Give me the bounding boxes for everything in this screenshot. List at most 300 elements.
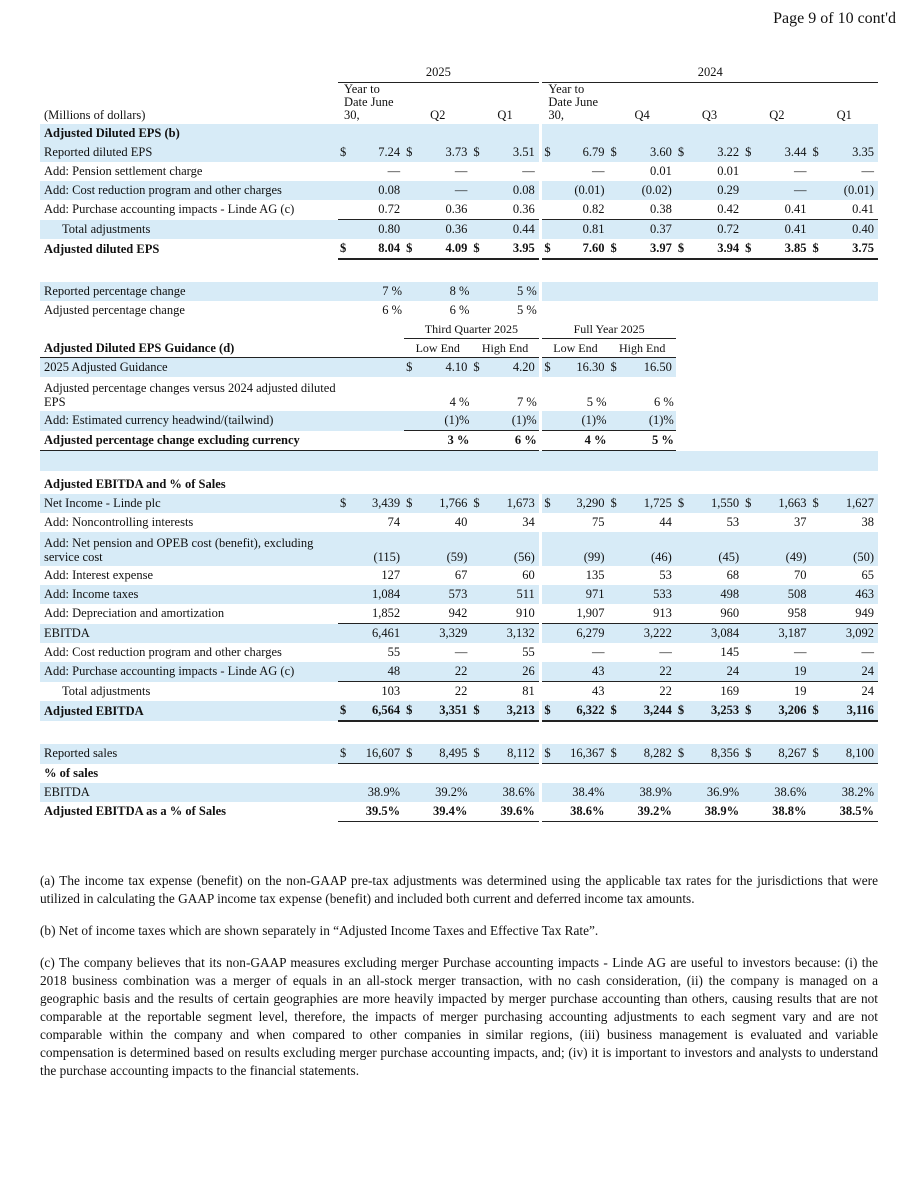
value-cell: 3,439 xyxy=(353,494,404,513)
value-cell: (45) xyxy=(690,532,744,566)
value-cell: 498 xyxy=(690,585,744,604)
dollar-cell xyxy=(676,682,690,702)
footnote-c: (c) The company believes that its non-GAAP measures excluding merger Purchase accounting impacts - Linde AG are useful to investors because: (i) the 2018 business combination was a merger of equals in an all-stock merger transaction, with no cash consideration, (ii) the company is managed on a geographic basis and the results of certain geographies are more heavily impacted by merger purchase accounting than others, causing results that are not comparable at the reportable segment level, therefore, the impacts of merger purchasing accounting adjustments to each segment vary and are not comparable within the company and when compared to other companies in similar regions, (iii) business management is evaluated and variable compensation is determined based on results excluding merger purchase accounting impacts, and; (iv) it is important to investors and analysts to understand the purchase accounting impacts to the financial statements. xyxy=(40,955,878,1078)
column-header: Year to Date June 30, xyxy=(548,82,599,122)
blank-cell xyxy=(676,431,878,451)
year-2024-label: 2024 xyxy=(542,62,878,83)
row-label: Add: Cost reduction program and other charges xyxy=(44,645,282,659)
value-cell: 53 xyxy=(726,515,740,529)
blank-cell xyxy=(338,431,404,451)
dollar-cell xyxy=(542,585,557,604)
dollar-cell xyxy=(542,532,557,566)
q3-label: Third Quarter 2025 xyxy=(404,320,539,339)
dollar-cell xyxy=(471,604,485,624)
value-cell: 3.97 xyxy=(622,239,676,259)
column-header: Q2 xyxy=(769,108,785,122)
dollar-cell xyxy=(404,624,418,644)
value-cell: 0.42 xyxy=(690,200,744,220)
value-cell: 22 xyxy=(418,662,472,682)
ebitda-row xyxy=(40,662,878,682)
dollar-cell xyxy=(338,643,353,662)
value-cell: 3.85 xyxy=(757,239,811,259)
ebitda-row xyxy=(40,604,878,624)
dollar-cell xyxy=(338,585,353,604)
value-cell: 0.41 xyxy=(757,200,811,220)
value-cell: 53 xyxy=(659,568,672,582)
blank-cell xyxy=(676,358,878,378)
dollar-sign: $ xyxy=(676,744,690,764)
dollar-cell xyxy=(676,532,690,566)
eps-row xyxy=(40,143,878,162)
value-cell: 3.75 xyxy=(824,239,878,259)
dollar-sign: $ xyxy=(471,143,485,162)
dollar-cell xyxy=(542,783,557,802)
dollar-cell xyxy=(471,200,485,220)
dollar-cell xyxy=(404,662,418,682)
column-header: Year to Date June 30, xyxy=(343,82,394,122)
value-cell: — xyxy=(794,645,807,659)
dollar-cell xyxy=(404,200,418,220)
value-cell: 4.20 xyxy=(485,358,539,378)
value-cell: 39.2% xyxy=(622,802,676,822)
fy-label: Full Year 2025 xyxy=(542,320,675,339)
dollar-sign: $ xyxy=(471,239,485,259)
dollar-cell xyxy=(609,604,623,624)
eps-row xyxy=(40,200,878,220)
blank-cell xyxy=(609,124,676,143)
dollar-sign: $ xyxy=(676,701,690,721)
row-label: Add: Interest expense xyxy=(44,568,153,582)
value-cell: 26 xyxy=(485,662,539,682)
row-label: Adjusted diluted EPS xyxy=(44,241,160,256)
value-cell: 81 xyxy=(522,684,535,698)
dollar-sign: $ xyxy=(811,239,825,259)
value-cell: 3,084 xyxy=(690,624,744,644)
dollar-sign: $ xyxy=(609,358,623,378)
value-cell: 8,356 xyxy=(690,744,744,764)
value-cell: 4.09 xyxy=(418,239,472,259)
section-title: % of sales xyxy=(44,765,99,780)
dollar-cell xyxy=(743,532,757,566)
value-cell: 3,187 xyxy=(757,624,811,644)
value-cell: (99) xyxy=(557,532,608,566)
value-cell: 6 % xyxy=(471,431,538,451)
value-cell: 508 xyxy=(757,585,811,604)
adj-ebitda-pct-row xyxy=(40,802,878,822)
value-cell: 1,550 xyxy=(690,494,744,513)
value-cell: 1,673 xyxy=(485,494,539,513)
row-label: Add: Purchase accounting impacts - Linde AG (c) xyxy=(40,662,338,682)
value-cell: 0.36 xyxy=(418,220,472,240)
blank-cell xyxy=(338,411,404,431)
eps-row xyxy=(40,220,878,240)
dollar-cell xyxy=(609,162,623,181)
ebitda-row xyxy=(40,566,878,585)
dollar-cell xyxy=(338,662,353,682)
blank-cell xyxy=(676,320,878,339)
value-cell: 949 xyxy=(824,604,878,624)
dollar-cell xyxy=(676,200,690,220)
value-cell: 40 xyxy=(454,515,468,529)
row-label: Reported percentage change xyxy=(40,282,338,301)
row-label: Add: Pension settlement charge xyxy=(44,164,203,178)
value-cell: 6,322 xyxy=(557,701,608,721)
dollar-cell xyxy=(811,662,825,682)
dollar-cell xyxy=(542,181,557,200)
dollar-cell xyxy=(338,802,353,822)
dollar-cell xyxy=(338,200,353,220)
dollar-cell xyxy=(471,181,485,200)
dollar-cell xyxy=(743,682,757,702)
dollar-sign: $ xyxy=(811,744,825,764)
dollar-sign: $ xyxy=(542,143,557,162)
blank-cell xyxy=(40,259,878,282)
dollar-sign: $ xyxy=(338,744,353,764)
value-cell: 39.6% xyxy=(485,802,539,822)
value-cell: (1)% xyxy=(542,411,608,431)
value-cell: 0.82 xyxy=(557,200,608,220)
dollar-cell xyxy=(471,802,485,822)
value-cell: 5 % xyxy=(586,395,607,409)
dollar-sign: $ xyxy=(542,494,557,513)
value-cell: 68 xyxy=(726,568,740,582)
dollar-cell xyxy=(404,181,418,200)
dollar-cell xyxy=(609,802,623,822)
value-cell: 0.41 xyxy=(824,200,878,220)
value-cell: 34 xyxy=(522,515,535,529)
value-cell: 3,213 xyxy=(485,701,539,721)
dollar-sign: $ xyxy=(743,701,757,721)
dollar-cell xyxy=(743,783,757,802)
dollar-cell xyxy=(338,604,353,624)
row-label: Net Income - Linde plc xyxy=(40,494,338,513)
value-cell: — xyxy=(861,645,874,659)
dollar-sign: $ xyxy=(811,143,825,162)
dollar-sign: $ xyxy=(404,143,418,162)
value-cell: 6 % xyxy=(654,395,674,409)
ebitda-row xyxy=(40,585,878,604)
blank-cell xyxy=(40,451,878,472)
blank-cell xyxy=(404,124,471,143)
value-cell: 3 % xyxy=(404,431,471,451)
dollar-cell xyxy=(404,604,418,624)
row-label: Add: Income taxes xyxy=(40,585,338,604)
value-cell: (1)% xyxy=(404,411,471,431)
value-cell: 3,329 xyxy=(418,624,472,644)
value-cell: 39.5% xyxy=(353,802,404,822)
pct-title-row xyxy=(40,764,878,784)
dollar-cell xyxy=(404,682,418,702)
blank-cell xyxy=(338,377,404,411)
dollar-cell xyxy=(542,802,557,822)
blank-cell xyxy=(338,320,404,339)
value-cell: 958 xyxy=(757,604,811,624)
dollar-cell xyxy=(338,181,353,200)
value-cell: 0.81 xyxy=(557,220,608,240)
guidance-row xyxy=(40,411,878,431)
dollar-cell xyxy=(743,513,757,532)
value-cell: 1,663 xyxy=(757,494,811,513)
dollar-cell xyxy=(676,181,690,200)
dollar-cell xyxy=(743,220,757,240)
ebitda-row xyxy=(40,513,878,532)
value-cell: 0.29 xyxy=(690,181,744,200)
dollar-cell xyxy=(676,220,690,240)
value-cell: (56) xyxy=(485,532,539,566)
value-cell: 7 % xyxy=(516,395,537,409)
value-cell: 16.50 xyxy=(622,358,676,378)
value-cell: 0.37 xyxy=(622,220,676,240)
dollar-cell xyxy=(609,200,623,220)
dollar-sign: $ xyxy=(471,358,485,378)
dollar-cell xyxy=(811,624,825,644)
eps-title-row xyxy=(40,124,878,143)
blank-cell xyxy=(542,124,608,143)
value-cell: 38.6% xyxy=(557,802,608,822)
value-cell: 8.04 xyxy=(353,239,404,259)
row-label: Total adjustments xyxy=(40,220,338,240)
dollar-cell xyxy=(676,802,690,822)
dollar-cell xyxy=(609,513,623,532)
dollar-cell xyxy=(404,566,418,585)
value-cell: 1,627 xyxy=(824,494,878,513)
dollar-sign: $ xyxy=(676,239,690,259)
value-cell: (59) xyxy=(418,532,472,566)
value-cell: 39.2% xyxy=(418,783,472,802)
value-cell: 38.8% xyxy=(757,802,811,822)
dollar-cell xyxy=(471,624,485,644)
value-cell: — xyxy=(454,645,468,659)
column-header: Q4 xyxy=(634,108,650,122)
dollar-cell xyxy=(471,585,485,604)
dollar-cell xyxy=(542,604,557,624)
value-cell: 16,367 xyxy=(557,744,608,764)
value-cell: 0.36 xyxy=(485,200,539,220)
value-cell: 3,116 xyxy=(824,701,878,721)
eps-row xyxy=(40,162,878,181)
value-cell: 55 xyxy=(387,645,401,659)
dollar-sign: $ xyxy=(743,494,757,513)
dollar-sign: $ xyxy=(811,701,825,721)
blank-cell xyxy=(676,339,878,358)
ebitda-title-row xyxy=(40,475,878,494)
dollar-cell xyxy=(338,566,353,585)
dollar-cell xyxy=(811,585,825,604)
value-cell: 3.73 xyxy=(418,143,472,162)
dollar-cell xyxy=(743,624,757,644)
value-cell: 0.72 xyxy=(690,220,744,240)
value-cell: 960 xyxy=(690,604,744,624)
dollar-sign: $ xyxy=(404,239,418,259)
value-cell: 910 xyxy=(485,604,539,624)
value-cell: 3.94 xyxy=(690,239,744,259)
dollar-cell xyxy=(609,532,623,566)
dollar-cell xyxy=(609,566,623,585)
value-cell: 6.79 xyxy=(557,143,608,162)
dollar-cell xyxy=(338,624,353,644)
value-cell: 942 xyxy=(418,604,472,624)
value-cell: 38.5% xyxy=(824,802,878,822)
dollar-sign: $ xyxy=(609,744,623,764)
ebitda-row xyxy=(40,643,878,662)
value-cell: — xyxy=(659,645,672,659)
dollar-cell xyxy=(743,566,757,585)
eps-row xyxy=(40,239,878,259)
dollar-sign: $ xyxy=(471,701,485,721)
row-label: Reported diluted EPS xyxy=(40,143,338,162)
value-cell: 38.9% xyxy=(353,783,404,802)
value-cell: 0.41 xyxy=(757,220,811,240)
value-cell: (50) xyxy=(824,532,878,566)
dollar-cell xyxy=(338,532,353,566)
dollar-cell xyxy=(404,783,418,802)
value-cell: 6,461 xyxy=(353,624,404,644)
value-cell: 7.24 xyxy=(353,143,404,162)
dollar-cell xyxy=(609,783,623,802)
dollar-cell xyxy=(404,513,418,532)
dollar-cell xyxy=(609,682,623,702)
dollar-cell xyxy=(404,532,418,566)
blank-cell xyxy=(338,764,878,784)
value-cell: 60 xyxy=(522,568,535,582)
dollar-cell xyxy=(676,662,690,682)
dollar-cell xyxy=(338,220,353,240)
dollar-sign: $ xyxy=(743,143,757,162)
value-cell: 169 xyxy=(720,684,740,698)
value-cell: 0.08 xyxy=(353,181,404,200)
value-cell: (115) xyxy=(353,532,404,566)
dollar-cell xyxy=(811,783,825,802)
value-cell: 19 xyxy=(794,684,807,698)
value-cell: 38.6% xyxy=(485,783,539,802)
dollar-cell xyxy=(811,220,825,240)
value-cell: 24 xyxy=(690,662,744,682)
value-cell: 0.44 xyxy=(485,220,539,240)
dollar-sign: $ xyxy=(609,701,623,721)
value-cell: 38.9% xyxy=(690,802,744,822)
row-label: Total adjustments xyxy=(62,683,151,698)
value-cell: 1,852 xyxy=(353,604,404,624)
dollar-cell xyxy=(471,513,485,532)
column-header: Q2 xyxy=(430,108,446,122)
value-cell: 971 xyxy=(557,585,608,604)
dollar-cell xyxy=(404,220,418,240)
value-cell: 38.4% xyxy=(557,783,608,802)
value-cell: 3.51 xyxy=(485,143,539,162)
row-label: Adjusted percentage change excluding currency xyxy=(40,431,338,451)
value-cell: — xyxy=(794,164,807,178)
value-cell: 38.9% xyxy=(622,783,676,802)
dollar-cell xyxy=(471,662,485,682)
value-cell: 463 xyxy=(824,585,878,604)
dollar-cell xyxy=(743,662,757,682)
value-cell: 1,766 xyxy=(418,494,472,513)
column-header: Q3 xyxy=(701,108,718,122)
section-title: Adjusted Diluted EPS Guidance (d) xyxy=(40,339,338,358)
sales-row xyxy=(40,744,878,764)
dollar-cell xyxy=(471,532,485,566)
dollar-sign: $ xyxy=(338,701,353,721)
value-cell: 38 xyxy=(861,515,874,529)
blank-cell xyxy=(743,124,810,143)
value-cell: 3,351 xyxy=(418,701,472,721)
value-cell: (0.01) xyxy=(824,181,878,200)
dollar-cell xyxy=(811,682,825,702)
dollar-cell xyxy=(542,566,557,585)
dollar-cell xyxy=(338,162,353,181)
value-cell: 4 % xyxy=(542,431,608,451)
value-cell: — xyxy=(861,164,874,178)
blank-cell xyxy=(811,124,879,143)
blank-cell xyxy=(338,124,404,143)
blank-cell xyxy=(676,124,743,143)
value-cell: 4.10 xyxy=(418,358,472,378)
dollar-cell xyxy=(743,162,757,181)
value-cell: 511 xyxy=(485,585,539,604)
column-header: Q1 xyxy=(836,108,852,122)
blank-cell xyxy=(542,301,878,320)
blank-cell xyxy=(40,62,338,83)
value-cell: 43 xyxy=(557,662,608,682)
guidance-row xyxy=(40,377,878,411)
value-cell: 7.60 xyxy=(557,239,608,259)
value-cell: 6,564 xyxy=(353,701,404,721)
value-cell: 3,222 xyxy=(622,624,676,644)
year-2025-label: 2025 xyxy=(338,62,539,83)
dollar-cell xyxy=(404,643,418,662)
value-cell: 38.2% xyxy=(824,783,878,802)
dollar-cell xyxy=(542,662,557,682)
column-header: Q1 xyxy=(497,108,513,122)
dollar-cell xyxy=(676,566,690,585)
dollar-cell xyxy=(811,162,825,181)
dollar-sign: $ xyxy=(676,143,690,162)
dollar-cell xyxy=(338,513,353,532)
value-cell: 3.95 xyxy=(485,239,539,259)
dollar-sign: $ xyxy=(542,701,557,721)
row-label: EBITDA xyxy=(40,624,338,644)
blank-cell xyxy=(676,411,878,431)
dollar-sign: $ xyxy=(542,744,557,764)
dollar-cell xyxy=(338,682,353,702)
column-header-row xyxy=(40,83,878,125)
value-cell: 8,267 xyxy=(757,744,811,764)
footnotes xyxy=(40,872,878,1094)
dollar-sign: $ xyxy=(338,143,353,162)
value-cell: 36.9% xyxy=(690,783,744,802)
dollar-cell xyxy=(743,200,757,220)
row-label: Reported sales xyxy=(40,744,338,764)
row-label: Adjusted EBITDA as a % of Sales xyxy=(44,804,226,819)
dollar-cell xyxy=(811,513,825,532)
value-cell: 16,607 xyxy=(353,744,404,764)
ebitda-row xyxy=(40,494,878,513)
row-label: Add: Purchase accounting impacts - Linde AG (c) xyxy=(44,202,295,217)
dollar-cell xyxy=(542,220,557,240)
value-cell: 3.35 xyxy=(824,143,878,162)
value-cell: 65 xyxy=(861,568,874,582)
value-cell: 0.01 xyxy=(717,164,740,178)
dollar-cell xyxy=(542,200,557,220)
value-cell: (0.01) xyxy=(557,181,608,200)
dollar-sign: $ xyxy=(676,494,690,513)
dollar-cell xyxy=(542,513,557,532)
value-cell: 43 xyxy=(592,684,605,698)
dollar-cell xyxy=(743,643,757,662)
spacer-row xyxy=(40,721,878,744)
value-cell: 3,206 xyxy=(757,701,811,721)
row-label: Add: Cost reduction program and other charges xyxy=(40,181,338,200)
